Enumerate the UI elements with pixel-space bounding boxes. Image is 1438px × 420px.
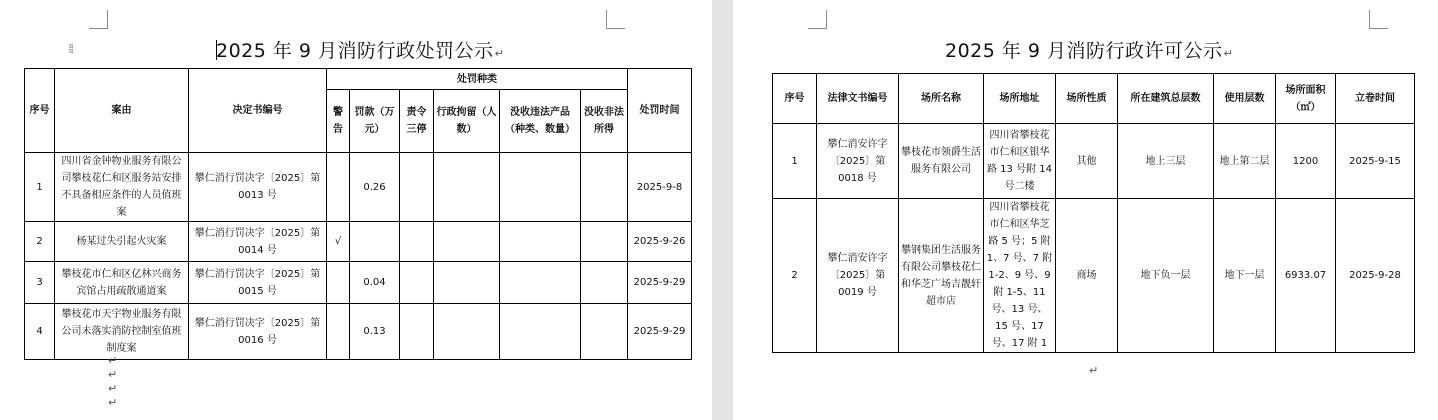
cell-reason: 攀枝花市天宇物业服务有限公司未落实消防控制室值班制度案	[55, 304, 189, 360]
cell-seq: 2	[773, 199, 817, 353]
cell-suspend	[400, 153, 434, 222]
cell-warning	[327, 153, 350, 222]
table-move-handle-icon[interactable]: ⁞⁞	[68, 42, 73, 57]
cell-goods	[500, 304, 581, 360]
table-row	[25, 262, 692, 304]
cell-reason: 四川省金钟物业服务有限公司攀枝花仁和区服务站安排不具备相应条件的人员值班案	[55, 153, 189, 222]
penalty-title: 2025 年 9 月消防行政处罚公示↵	[216, 40, 505, 62]
cell-fine	[350, 222, 400, 262]
header-suspend: 责令三停	[400, 90, 434, 153]
cell-date: 2025-9-28	[1336, 199, 1415, 353]
header-area: 场所面积（㎡）	[1276, 74, 1336, 124]
header-confiscate-gains: 没收非法所得	[581, 90, 628, 153]
crop-mark-top-right	[606, 10, 625, 29]
cell-date: 2025-9-15	[1336, 124, 1415, 199]
header-floors-total: 所在建筑总层数	[1118, 74, 1214, 124]
cell-gains	[581, 222, 628, 262]
header-fine: 罚款（万元）	[350, 90, 400, 153]
cell-doc-no: 攀仁消安许字〔2025〕第 0018 号	[817, 124, 899, 199]
cell-seq: 1	[25, 153, 55, 222]
cell-floors-total: 地下负一层	[1118, 199, 1214, 353]
cell-detention	[434, 262, 500, 304]
cell-gains	[581, 153, 628, 222]
cell-warning	[327, 262, 350, 304]
cell-address: 四川省攀枝花市仁和区银华路 13 号附 14 号二楼	[984, 124, 1056, 199]
header-penalty-types: 处罚种类	[327, 69, 628, 90]
cell-floors-used: 地上第二层	[1214, 124, 1276, 199]
cell-time: 2025-9-26	[628, 222, 692, 262]
cell-floors-total: 地上三层	[1118, 124, 1214, 199]
penalty-page	[0, 0, 712, 420]
cell-detention	[434, 304, 500, 360]
paragraph-mark: ↵	[1089, 364, 1099, 377]
header-floors-used: 使用层数	[1214, 74, 1276, 124]
cell-detention	[434, 153, 500, 222]
cell-reason: 杨某过失引起火灾案	[55, 222, 189, 262]
header-confiscate-goods: 没收违法产品（种类、数量）	[500, 90, 581, 153]
paragraph-mark: ↵	[108, 382, 118, 395]
cell-seq: 1	[773, 124, 817, 199]
cell-fine: 0.04	[350, 262, 400, 304]
cell-goods	[500, 222, 581, 262]
cell-decision: 攀仁消行罚决字〔2025〕第 0013 号	[189, 153, 327, 222]
cell-nature: 其他	[1056, 124, 1118, 199]
table-row	[773, 199, 1415, 353]
page-gap	[712, 0, 733, 420]
cell-area: 1200	[1276, 124, 1336, 199]
cell-area: 6933.07	[1276, 199, 1336, 353]
cell-suspend	[400, 262, 434, 304]
cell-seq: 3	[25, 262, 55, 304]
cell-doc-no: 攀仁消安许字〔2025〕第 0019 号	[817, 199, 899, 353]
header-time: 处罚时间	[628, 69, 692, 153]
table-row	[25, 153, 692, 222]
paragraph-mark: ↵	[108, 354, 118, 367]
cell-address: 四川省攀枝花市仁和区华芝路 5 号；5 附 1、7 号、7 附 1-2、9 号、9 附 1-5、11 号、13 号、15 号、17 号、17 附 1	[984, 199, 1056, 353]
cell-fine: 0.13	[350, 304, 400, 360]
header-address: 场所地址	[984, 74, 1056, 124]
table-row	[25, 222, 692, 262]
header-place: 场所名称	[899, 74, 984, 124]
table-row	[25, 304, 692, 360]
cell-floors-used: 地下一层	[1214, 199, 1276, 353]
crop-mark-top-right	[1369, 10, 1388, 29]
header-reason: 案由	[55, 69, 189, 153]
cell-suspend	[400, 222, 434, 262]
cell-fine: 0.26	[350, 153, 400, 222]
header-seq: 序号	[25, 69, 55, 153]
cell-gains	[581, 304, 628, 360]
crop-mark-top-left	[89, 10, 108, 29]
cell-reason: 攀枝花市仁和区亿林兴商务宾馆占用疏散通道案	[55, 262, 189, 304]
cell-decision: 攀仁消行罚决字〔2025〕第 0014 号	[189, 222, 327, 262]
cell-time: 2025-9-29	[628, 304, 692, 360]
header-decision: 决定书编号	[189, 69, 327, 153]
cell-place: 攀枝花市领爵生活服务有限公司	[899, 124, 984, 199]
header-doc-no: 法律文书编号	[817, 74, 899, 124]
crop-mark-top-left	[808, 10, 827, 29]
cell-warning: √	[327, 222, 350, 262]
cell-gains	[581, 262, 628, 304]
cell-suspend	[400, 304, 434, 360]
cell-detention	[434, 222, 500, 262]
cell-time: 2025-9-29	[628, 262, 692, 304]
table-row	[773, 124, 1415, 199]
header-nature: 场所性质	[1056, 74, 1118, 124]
paragraph-mark: ↵	[108, 396, 118, 409]
cell-warning	[327, 304, 350, 360]
permit-table	[772, 73, 1415, 353]
cell-goods	[500, 153, 581, 222]
header-seq: 序号	[773, 74, 817, 124]
permit-page	[733, 0, 1438, 420]
header-detention: 行政拘留（人数）	[434, 90, 500, 153]
cell-seq: 4	[25, 304, 55, 360]
cell-decision: 攀仁消行罚决字〔2025〕第 0016 号	[189, 304, 327, 360]
permit-title: 2025 年 9 月消防行政许可公示↵	[945, 40, 1234, 62]
cell-seq: 2	[25, 222, 55, 262]
header-warning: 警告	[327, 90, 350, 153]
penalty-table	[24, 68, 692, 360]
cell-place: 攀钢集团生活服务有限公司攀枝花仁和华芝广场吉靓轩超市店	[899, 199, 984, 353]
paragraph-mark: ↵	[108, 368, 118, 381]
cell-nature: 商场	[1056, 199, 1118, 353]
cell-goods	[500, 262, 581, 304]
header-date: 立卷时间	[1336, 74, 1415, 124]
cell-decision: 攀仁消行罚决字〔2025〕第 0015 号	[189, 262, 327, 304]
cell-time: 2025-9-8	[628, 153, 692, 222]
